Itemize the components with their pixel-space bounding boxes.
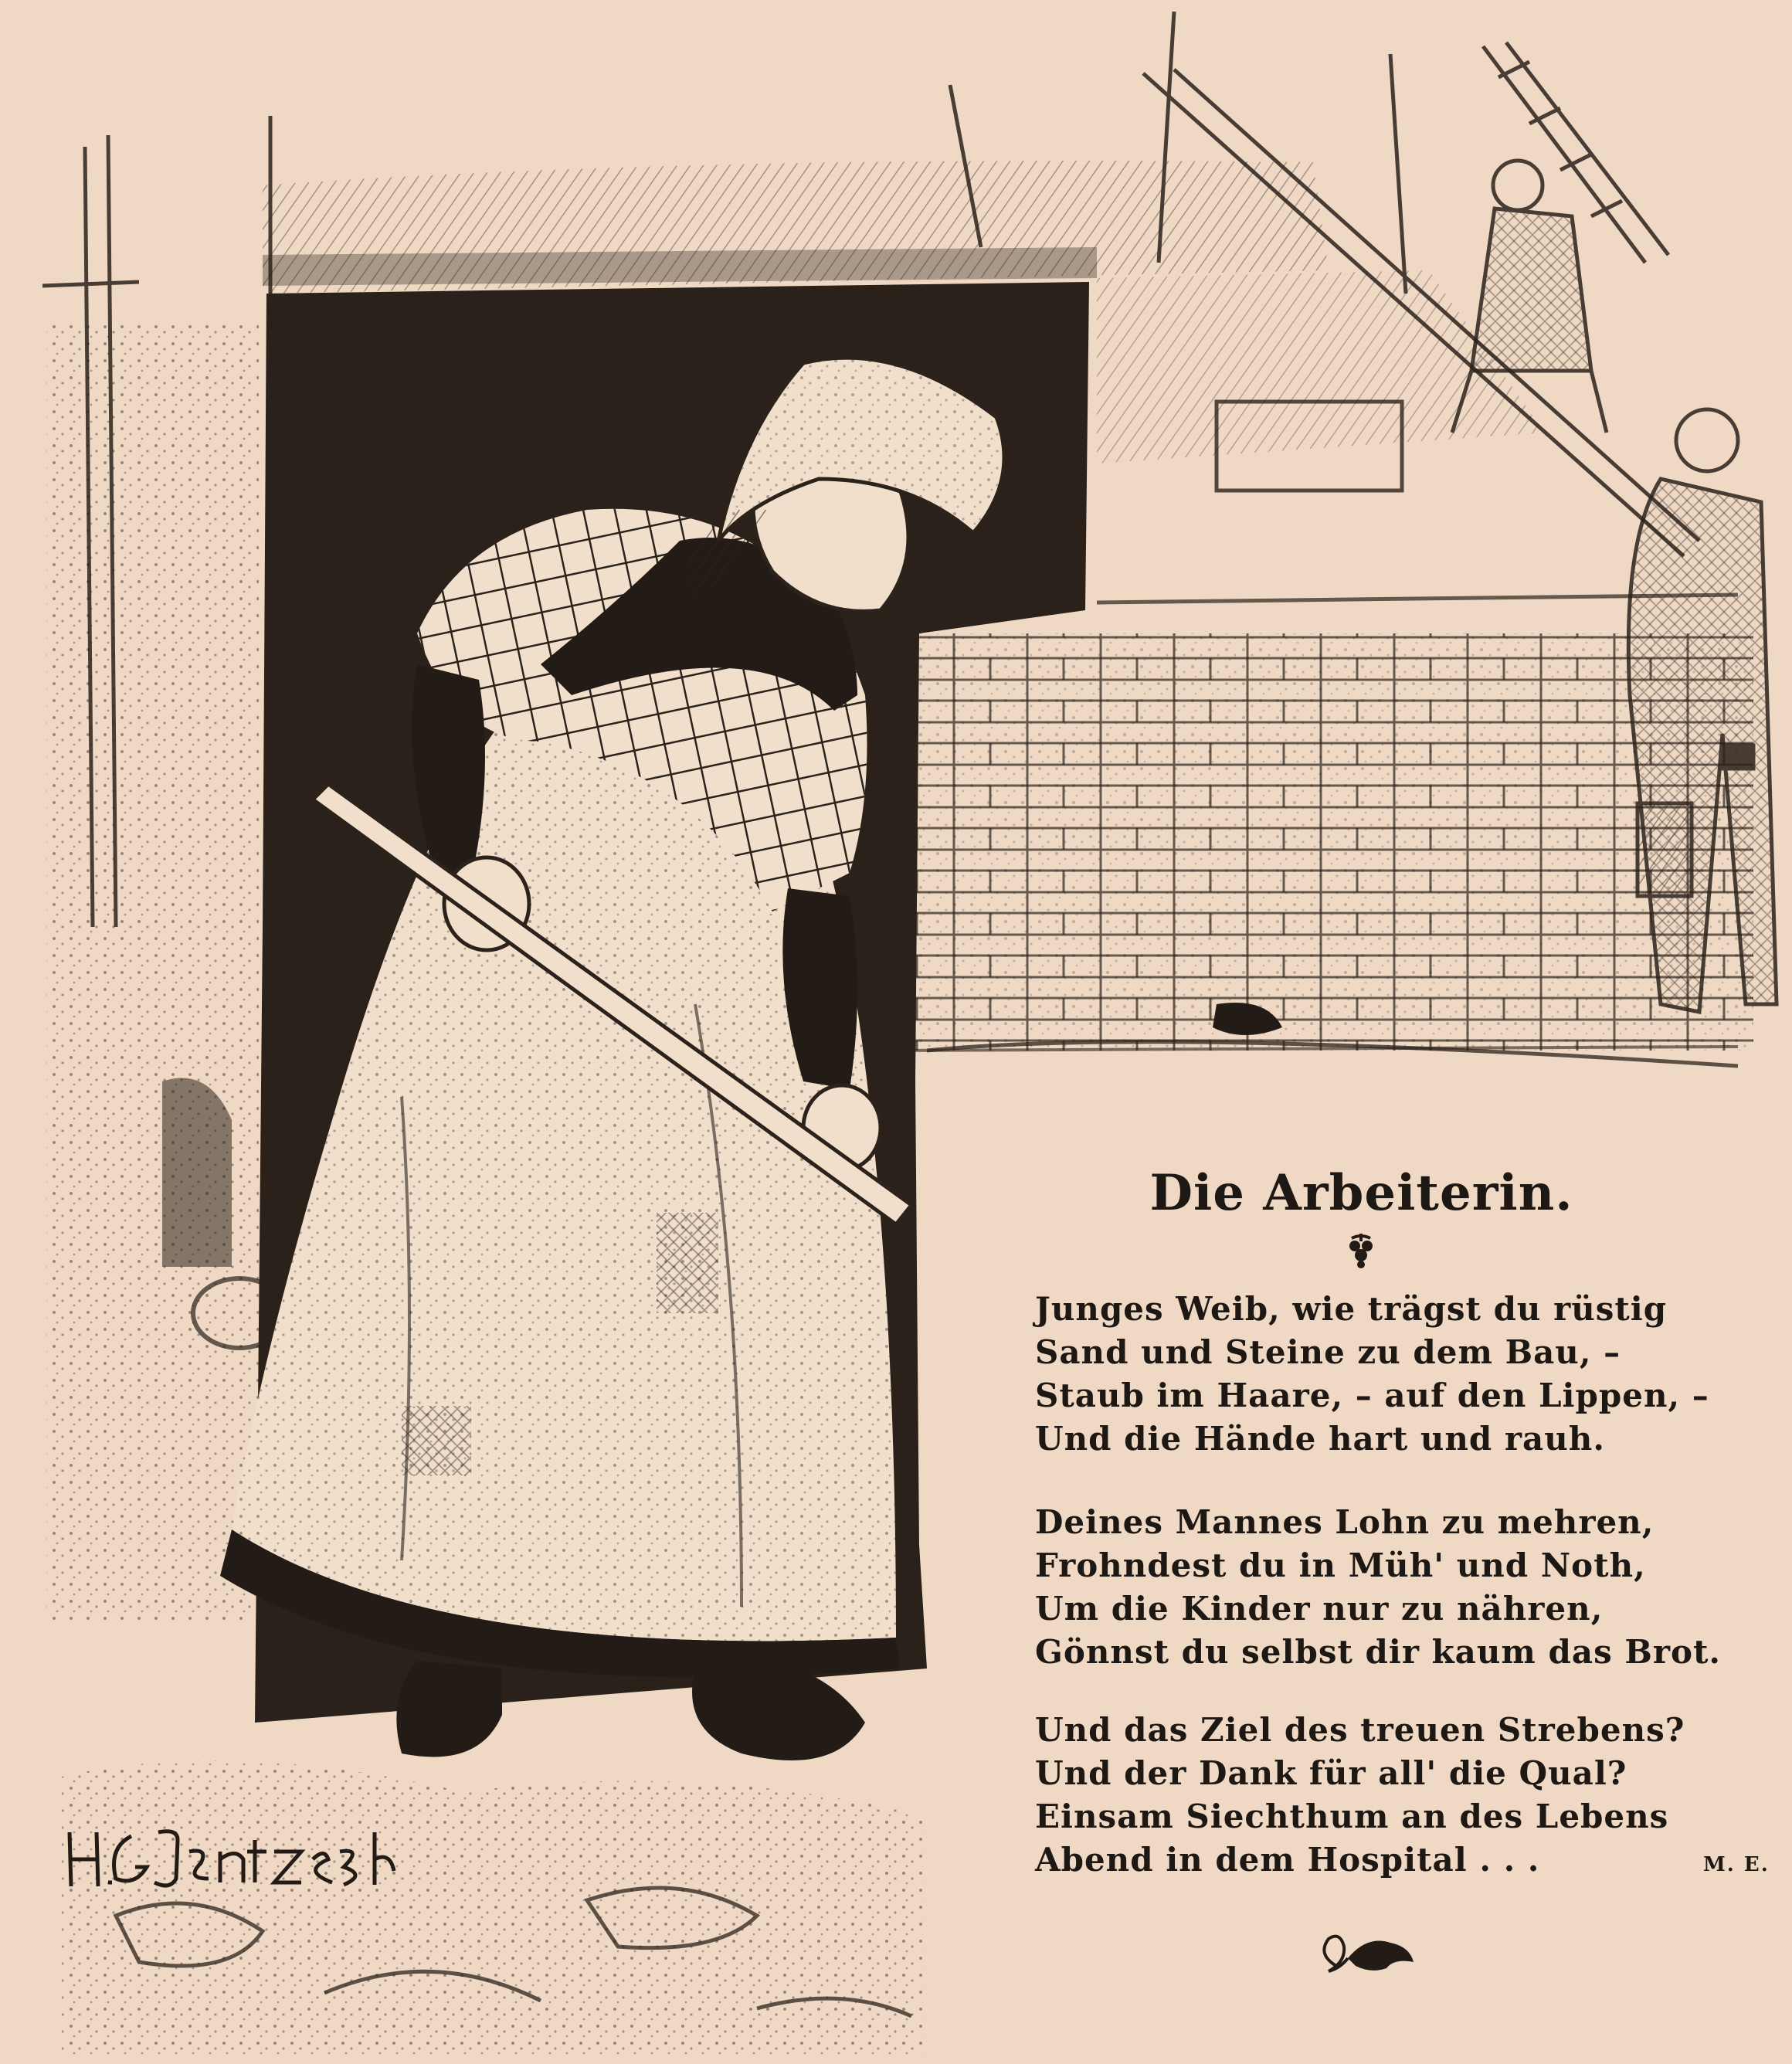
poem-line: Um die Kinder nur zu nähren, [1035,1590,1604,1628]
poem-line: Junges Weib, wie trägst du rüstig [1035,1290,1668,1328]
stanza-1 [1035,1288,1730,1461]
grape-cluster-ornament [1338,1231,1384,1269]
poem-line: Und der Dank für all' die Qual? [1035,1754,1627,1792]
stanza-2 [1035,1501,1730,1674]
poem-line: Einsam Siechthum an des Lebens [1035,1798,1669,1835]
poem-line: Abend in dem Hospital . . . [1035,1841,1540,1879]
poem-line: Deines Mannes Lohn zu mehren, [1035,1503,1655,1541]
poem-line: Und die Hände hart und rauh. [1035,1420,1605,1458]
leaf-vine-ornament [1313,1923,1417,1977]
stanza-3 [1035,1709,1730,1882]
author-initials: M. E. [1703,1853,1770,1876]
poem-line: Staub im Haare, – auf den Lippen, – [1035,1377,1709,1414]
artist-signature [62,1817,402,1902]
poem-panel [931,1078,1792,2064]
poem-line: Und das Ziel des treuen Strebens? [1035,1711,1685,1749]
poem-line: Sand und Steine zu dem Bau, – [1035,1333,1621,1371]
poem-line: Frohndest du in Müh' und Noth, [1035,1546,1646,1584]
poem-line: Gönnst du selbst dir kaum das Brot. [1035,1633,1722,1671]
poem-title: Die Arbeiterin. [1149,1164,1573,1222]
